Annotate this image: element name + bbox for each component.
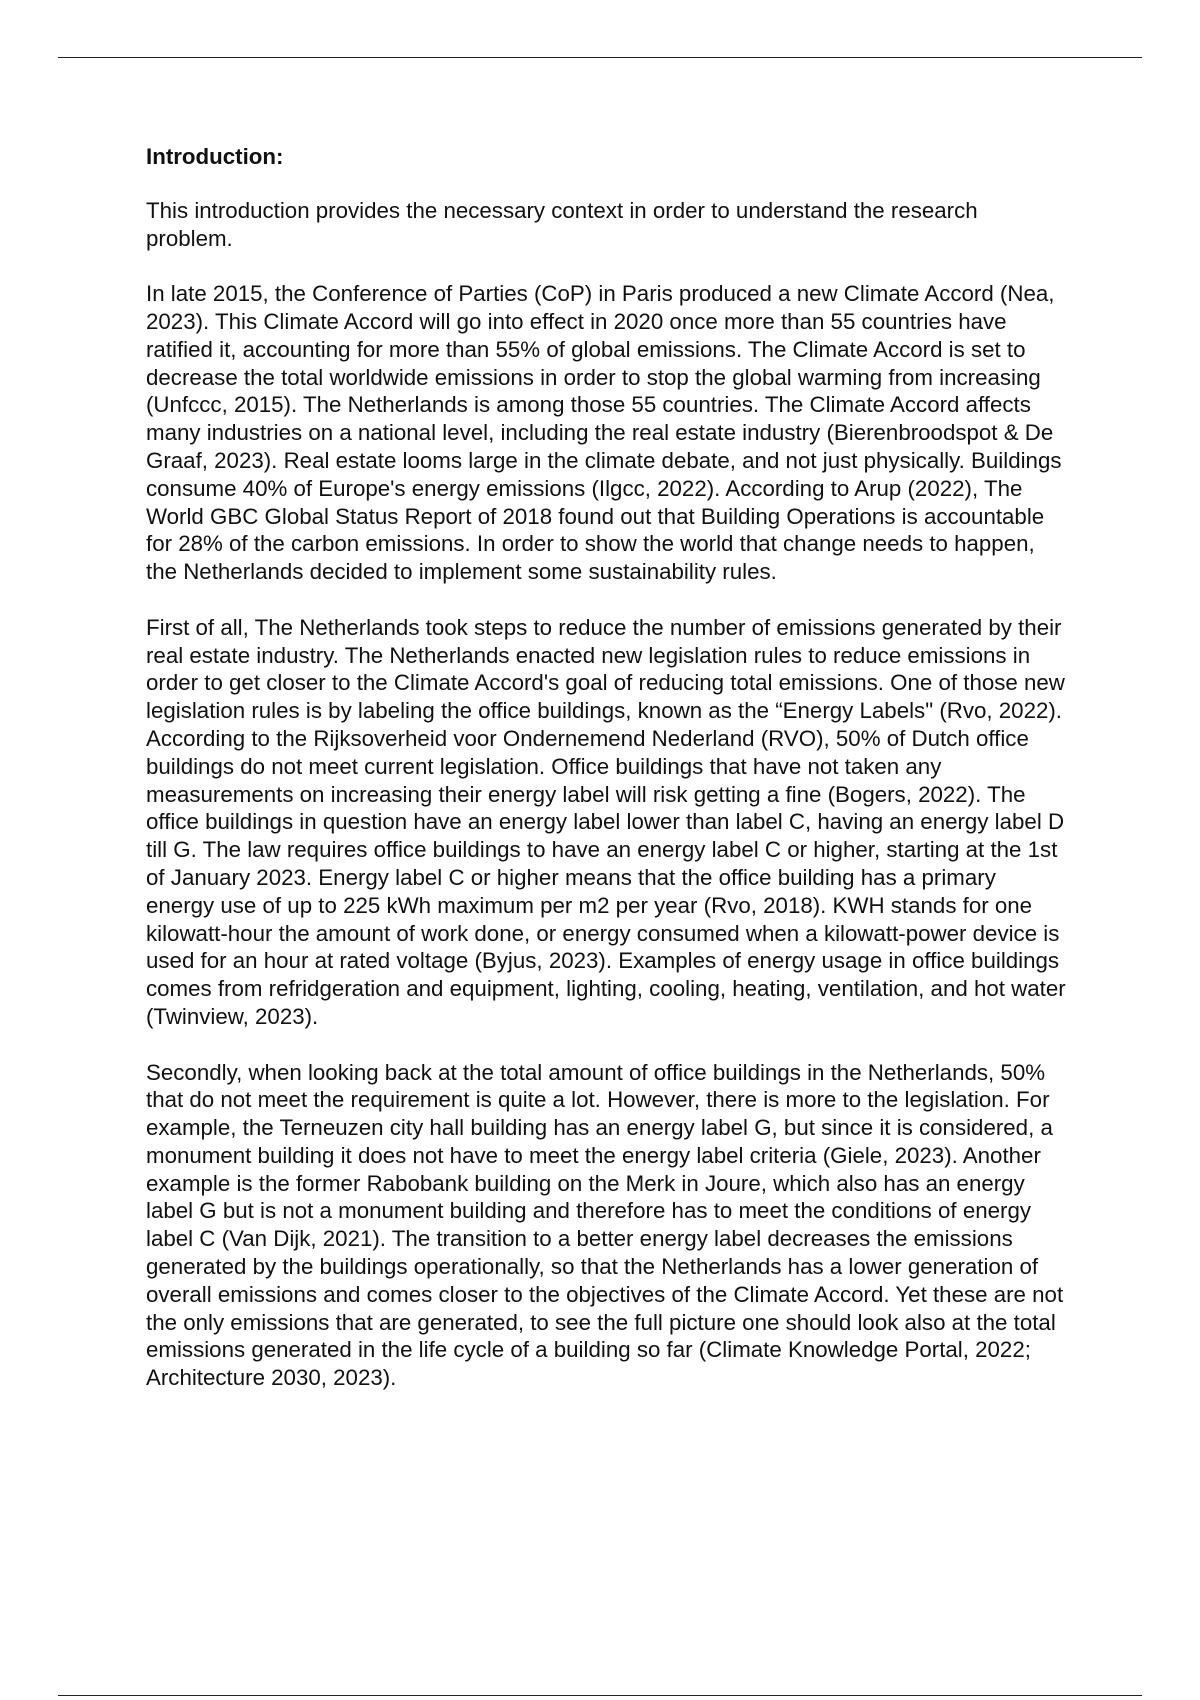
paragraph-climate-accord: In late 2015, the Conference of Parties (CoP) in Paris produced a new Climate Accord (Nea, 2023). This Climate Accord will go into effect in 2020 once more than 55 countries have ratified it, accounting for more than 55% of global emissions. The Climate Accord is set to decrease the total worldwide emissions in order to stop the global warming from increasing (Unfccc, 2015). The Netherlands is among those 55 countries. The Climate Accord affects many industries on a national level, including the real estate industry (Bierenbroodspot & De Graaf, 2023). Real estate looms large in the climate debate, and not just physically. Buildings consume 40% of Europe's energy emissions (Ilgcc, 2022). According to Arup (2022), The World GBC Global Status Report of 2018 found out that Building Operations is accountable for 28% of the carbon emissions. In order to show the world that change needs to happen, the Netherlands decided to implement some sustainability rules. bbox=[146, 281, 1062, 585]
paragraph-energy-labels: First of all, The Netherlands took steps to reduce the number of emissions generated by their real estate industry. The Netherlands enacted new legislation rules to reduce emissions in order to get closer to the Climate Accord's goal of reducing total emissions. One of those new legislation rules is by labeling the office buildings, known as the “Energy Labels" (Rvo, 2022). According to the Rijksoverheid voor Ondernemend Nederland (RVO), 50% of Dutch office buildings do not meet current legislation. Office buildings that have not taken any measurements on increasing their energy label will risk getting a fine (Bogers, 2022). The office buildings in question have an energy label lower than label C, having an energy label D till G. The law requires office buildings to have an energy label C or higher, starting at the 1st of January 2023. Energy label C or higher means that the office building has a primary energy use of up to 225 kWh maximum per m2 per year (Rvo, 2018). KWH stands for one kilowatt-hour the amount of work done, or energy consumed when a kilowatt-power device is used for an hour at rated voltage (Byjus, 2023). Examples of energy usage in office buildings comes from refridgeration and equipment, lighting, cooling, heating, ventilation, and hot water (Twinview, 2023). bbox=[146, 614, 1066, 1029]
footer-rule bbox=[58, 1695, 1142, 1696]
document-body bbox=[146, 143, 1066, 1420]
paragraph-context: This introduction provides the necessary context in order to understand the research problem. bbox=[146, 197, 978, 251]
paragraph-legislation-examples: Secondly, when looking back at the total amount of office buildings in the Netherlands, 50% that do not meet the requirement is quite a lot. However, there is more to the legislation. For example, the Terneuzen city hall building has an energy label G, but since it is considered, a monument building it does not have to meet the energy label criteria (Giele, 2023). Another example is the former Rabobank building on the Merk in Joure, which also has an energy label G but is not a monument building and therefore has to meet the conditions of energy label C (Van Dijk, 2021). The transition to a better energy label decreases the emissions generated by the buildings operationally, so that the Netherlands has a lower generation of overall emissions and comes closer to the objectives of the Climate Accord. Yet these are not the only emissions that are generated, to see the full picture one should look also at the total emissions generated in the life cycle of a building so far (Climate Knowledge Portal, 2022; Architecture 2030, 2023). bbox=[146, 1059, 1064, 1391]
section-heading: Introduction: bbox=[146, 144, 284, 169]
header-rule bbox=[58, 57, 1142, 58]
